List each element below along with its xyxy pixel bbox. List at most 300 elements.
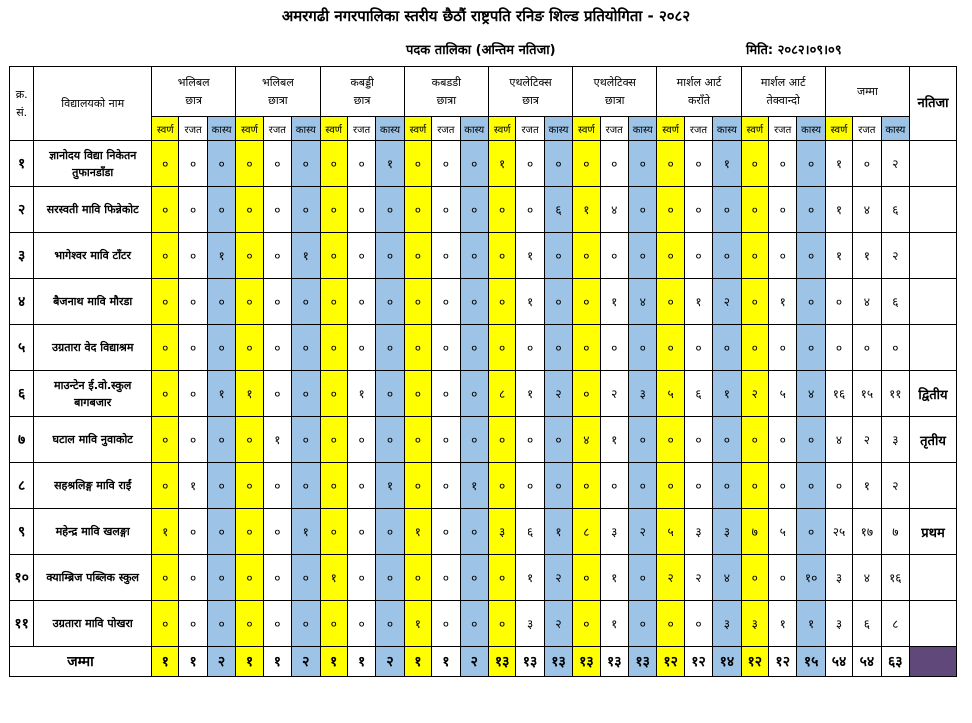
medal-count: १ bbox=[797, 601, 825, 647]
medal-count: ० bbox=[797, 463, 825, 509]
medal-count: ० bbox=[236, 325, 263, 371]
header-event bbox=[320, 67, 404, 117]
medal-count: ६ bbox=[544, 187, 572, 233]
row-total: १५ bbox=[853, 371, 881, 417]
column-total: १३ bbox=[628, 647, 656, 677]
medal-count: ० bbox=[573, 371, 600, 417]
result-cell bbox=[910, 601, 957, 647]
result-cell bbox=[910, 187, 957, 233]
medal-count: ० bbox=[347, 463, 375, 509]
event-line1: भलिबल bbox=[177, 75, 210, 89]
medal-count: ० bbox=[263, 279, 291, 325]
medal-count: ० bbox=[741, 555, 768, 601]
result-cell: द्वितीय bbox=[910, 371, 957, 417]
event-line1: मार्शल आर्ट bbox=[760, 75, 806, 89]
medal-count: ० bbox=[404, 279, 431, 325]
row-total: ११ bbox=[881, 371, 909, 417]
medal-count: ० bbox=[516, 187, 544, 233]
event-line1: एथलेटिक्स bbox=[593, 75, 636, 89]
medal-count: ० bbox=[460, 601, 488, 647]
medal-count: ० bbox=[657, 463, 684, 509]
medal-count: १ bbox=[179, 463, 207, 509]
serial-number: १० bbox=[10, 555, 34, 601]
medal-header: स्वर्ण bbox=[236, 117, 263, 141]
serial-number: ९ bbox=[10, 509, 34, 555]
column-total: २ bbox=[460, 647, 488, 677]
medal-count: ० bbox=[152, 233, 179, 279]
medal-count: ० bbox=[769, 463, 797, 509]
medal-count: ० bbox=[684, 233, 712, 279]
column-total: १३ bbox=[516, 647, 544, 677]
result-cell bbox=[910, 233, 957, 279]
medal-count: ३ bbox=[713, 601, 741, 647]
medal-count: ८ bbox=[573, 509, 600, 555]
medal-count: ० bbox=[152, 279, 179, 325]
table-row bbox=[10, 233, 957, 279]
medal-count: ५ bbox=[769, 509, 797, 555]
medal-count: ० bbox=[544, 233, 572, 279]
medal-header: कास्य bbox=[207, 117, 235, 141]
table-row bbox=[10, 279, 957, 325]
row-total: ० bbox=[881, 325, 909, 371]
medal-count: ० bbox=[179, 417, 207, 463]
result-cell bbox=[910, 325, 957, 371]
medal-count: १ bbox=[573, 187, 600, 233]
medal-count: ० bbox=[573, 325, 600, 371]
medal-count: ० bbox=[797, 417, 825, 463]
medal-count: २ bbox=[600, 371, 628, 417]
medal-count: ० bbox=[488, 279, 515, 325]
medal-count: ० bbox=[544, 417, 572, 463]
medal-header: कास्य bbox=[544, 117, 572, 141]
column-total: २ bbox=[207, 647, 235, 677]
medal-header: स्वर्ण bbox=[152, 117, 179, 141]
event-line2: तेक्वान्दो bbox=[766, 93, 800, 107]
medal-count: ० bbox=[628, 141, 656, 187]
row-total: २ bbox=[881, 463, 909, 509]
medal-count: ० bbox=[376, 233, 404, 279]
serial-number: ८ bbox=[10, 463, 34, 509]
event-line2: छात्रा bbox=[436, 93, 457, 107]
medal-count: ० bbox=[152, 141, 179, 187]
medal-count: १ bbox=[769, 279, 797, 325]
row-total: ० bbox=[853, 141, 881, 187]
column-total: १३ bbox=[573, 647, 600, 677]
medal-count: ० bbox=[769, 325, 797, 371]
medal-count: ० bbox=[516, 417, 544, 463]
medal-count: ० bbox=[684, 463, 712, 509]
medal-count: ० bbox=[292, 463, 320, 509]
result-total-cell bbox=[910, 647, 957, 677]
medal-count: ० bbox=[657, 417, 684, 463]
column-total: १ bbox=[404, 647, 431, 677]
row-total: ६ bbox=[881, 187, 909, 233]
medal-count: ० bbox=[460, 233, 488, 279]
medal-count: ० bbox=[460, 279, 488, 325]
medal-count: ० bbox=[769, 233, 797, 279]
row-total: ३ bbox=[881, 417, 909, 463]
medal-count: ० bbox=[207, 463, 235, 509]
medal-count: १ bbox=[516, 555, 544, 601]
event-line2: छात्रा bbox=[268, 93, 288, 107]
row-total: ० bbox=[825, 325, 852, 371]
column-total: २ bbox=[376, 647, 404, 677]
medal-count: ० bbox=[600, 325, 628, 371]
medal-count: ० bbox=[152, 601, 179, 647]
school-name: सरस्वती मावि फिन्नेकोट bbox=[34, 187, 152, 233]
medal-count: ० bbox=[460, 325, 488, 371]
medal-count: १ bbox=[600, 601, 628, 647]
medal-count: ० bbox=[320, 509, 347, 555]
medal-count: ० bbox=[657, 187, 684, 233]
row-total: ६ bbox=[881, 279, 909, 325]
medal-count: ० bbox=[320, 463, 347, 509]
medal-count: ० bbox=[152, 187, 179, 233]
medal-count: ० bbox=[516, 325, 544, 371]
table-row bbox=[10, 325, 957, 371]
row-total: १ bbox=[825, 233, 852, 279]
grand-total-value: ६३ bbox=[881, 647, 909, 677]
school-name: उग्रतारा वेद विद्याश्रम bbox=[34, 325, 152, 371]
medal-count: ० bbox=[573, 555, 600, 601]
medal-count: ० bbox=[263, 187, 291, 233]
row-total: ३ bbox=[825, 601, 852, 647]
medal-count: ० bbox=[292, 187, 320, 233]
header-result: नतिजा bbox=[910, 67, 957, 141]
medal-count: ० bbox=[263, 325, 291, 371]
medal-count: ० bbox=[713, 325, 741, 371]
medal-count: ० bbox=[404, 233, 431, 279]
medal-count: ० bbox=[460, 371, 488, 417]
medal-count: १ bbox=[236, 371, 263, 417]
medal-header: रजत bbox=[347, 117, 375, 141]
medal-count: ० bbox=[741, 187, 768, 233]
medal-count: ० bbox=[320, 279, 347, 325]
school-name: बैजनाथ मावि मौरडा bbox=[34, 279, 152, 325]
school-name: भागेश्वर मावि टाँटर bbox=[34, 233, 152, 279]
medal-count: ० bbox=[207, 325, 235, 371]
medal-count: ० bbox=[292, 325, 320, 371]
medal-count: ० bbox=[263, 463, 291, 509]
table-row bbox=[10, 417, 957, 463]
medal-count: ० bbox=[488, 417, 515, 463]
column-total: १ bbox=[236, 647, 263, 677]
medal-count: ० bbox=[741, 325, 768, 371]
medal-count: १ bbox=[516, 279, 544, 325]
medal-count: १ bbox=[544, 509, 572, 555]
medal-count: ६ bbox=[516, 509, 544, 555]
header-row-medals bbox=[10, 117, 957, 141]
medal-count: ० bbox=[628, 555, 656, 601]
medal-count: ० bbox=[460, 509, 488, 555]
serial-number: १ bbox=[10, 141, 34, 187]
header-row-events bbox=[10, 67, 957, 117]
medal-count: ० bbox=[236, 141, 263, 187]
medal-count: ० bbox=[207, 187, 235, 233]
medal-count: ० bbox=[179, 325, 207, 371]
column-total: १ bbox=[263, 647, 291, 677]
medal-count: ० bbox=[684, 417, 712, 463]
medal-count: ० bbox=[713, 233, 741, 279]
row-total: ८ bbox=[881, 601, 909, 647]
medal-count: ० bbox=[741, 233, 768, 279]
medal-header: रजत bbox=[600, 117, 628, 141]
date-label: मिति: २०८२।०९।०९ bbox=[746, 43, 842, 58]
medal-header: रजत bbox=[263, 117, 291, 141]
medal-count: ० bbox=[347, 325, 375, 371]
column-total: १२ bbox=[684, 647, 712, 677]
row-total: १ bbox=[825, 187, 852, 233]
medal-count: १० bbox=[797, 555, 825, 601]
medal-count: ० bbox=[376, 325, 404, 371]
medal-count: ० bbox=[628, 187, 656, 233]
medal-count: ० bbox=[713, 417, 741, 463]
table-subtitle: पदक तालिका (अन्तिम नतिजा) bbox=[406, 43, 556, 58]
medal-count: ५ bbox=[657, 509, 684, 555]
medal-count: ० bbox=[628, 233, 656, 279]
medal-header: रजत bbox=[516, 117, 544, 141]
medal-header: स्वर्ण bbox=[657, 117, 684, 141]
row-total: ७ bbox=[881, 509, 909, 555]
medal-count: ० bbox=[376, 279, 404, 325]
medal-count: १ bbox=[404, 601, 431, 647]
medal-count: ० bbox=[741, 463, 768, 509]
medal-count: ० bbox=[320, 325, 347, 371]
medal-count: १ bbox=[684, 279, 712, 325]
column-total: १५ bbox=[797, 647, 825, 677]
medal-count: ० bbox=[347, 233, 375, 279]
medal-header: कास्य bbox=[881, 117, 909, 141]
medal-count: ० bbox=[573, 279, 600, 325]
medal-count: ० bbox=[263, 141, 291, 187]
medal-count: ० bbox=[516, 141, 544, 187]
school-name: सहश्रलिङ्ग मावि राईं bbox=[34, 463, 152, 509]
medal-count: ० bbox=[404, 555, 431, 601]
medal-count: ० bbox=[573, 463, 600, 509]
medal-count: ० bbox=[320, 601, 347, 647]
medal-count: २ bbox=[684, 555, 712, 601]
medal-count: ० bbox=[600, 141, 628, 187]
medal-count: २ bbox=[657, 555, 684, 601]
column-total: १ bbox=[320, 647, 347, 677]
medal-header: स्वर्ण bbox=[404, 117, 431, 141]
row-total: २५ bbox=[825, 509, 852, 555]
row-total: ३ bbox=[825, 555, 852, 601]
medal-count: ० bbox=[432, 233, 460, 279]
medal-count: ० bbox=[236, 509, 263, 555]
serial-number: ११ bbox=[10, 601, 34, 647]
medal-count: १ bbox=[516, 233, 544, 279]
medal-header: कास्य bbox=[713, 117, 741, 141]
medal-count: ० bbox=[684, 187, 712, 233]
medal-count: ० bbox=[347, 601, 375, 647]
medal-count: ० bbox=[432, 371, 460, 417]
table-row bbox=[10, 463, 957, 509]
medal-count: ० bbox=[544, 325, 572, 371]
medal-count: ० bbox=[236, 187, 263, 233]
medal-count: १ bbox=[376, 141, 404, 187]
medal-count: ० bbox=[207, 555, 235, 601]
medal-count: ० bbox=[320, 141, 347, 187]
medal-count: ० bbox=[347, 555, 375, 601]
medal-count: १ bbox=[600, 417, 628, 463]
medal-count: ० bbox=[769, 555, 797, 601]
medal-count: ० bbox=[657, 141, 684, 187]
column-total: १३ bbox=[544, 647, 572, 677]
medal-count: १ bbox=[713, 141, 741, 187]
serial-number: ४ bbox=[10, 279, 34, 325]
row-total: १ bbox=[825, 141, 852, 187]
medal-count: ० bbox=[320, 417, 347, 463]
header-total-label: जम्मा bbox=[856, 84, 878, 98]
header-event bbox=[488, 67, 572, 117]
table-row bbox=[10, 509, 957, 555]
serial-number: ६ bbox=[10, 371, 34, 417]
medal-header: स्वर्ण bbox=[825, 117, 852, 141]
medal-count: ० bbox=[657, 233, 684, 279]
row-total: ० bbox=[825, 279, 852, 325]
medal-count: ० bbox=[179, 555, 207, 601]
medal-count: ० bbox=[432, 463, 460, 509]
medal-count: ० bbox=[347, 187, 375, 233]
school-name: महेन्द्र मावि खलङ्गा bbox=[34, 509, 152, 555]
event-line2: छात्र bbox=[185, 93, 202, 107]
medal-count: ० bbox=[628, 601, 656, 647]
medal-header: कास्य bbox=[628, 117, 656, 141]
medal-count: ० bbox=[263, 601, 291, 647]
medal-header: रजत bbox=[432, 117, 460, 141]
medal-count: ० bbox=[628, 417, 656, 463]
medal-count: ० bbox=[657, 325, 684, 371]
medal-count: ० bbox=[432, 555, 460, 601]
medal-count: ३ bbox=[488, 509, 515, 555]
school-name: माउन्टेन ई.वो.स्कुल बागबजार bbox=[34, 371, 152, 417]
row-total: ४ bbox=[853, 279, 881, 325]
medal-header: स्वर्ण bbox=[320, 117, 347, 141]
medal-count: ० bbox=[657, 601, 684, 647]
medal-count: ० bbox=[488, 233, 515, 279]
medal-count: ० bbox=[684, 601, 712, 647]
medal-header: कास्य bbox=[797, 117, 825, 141]
medal-count: ४ bbox=[797, 371, 825, 417]
medal-count: ० bbox=[376, 555, 404, 601]
medal-count: ० bbox=[797, 187, 825, 233]
medal-count: १ bbox=[600, 279, 628, 325]
column-total: १ bbox=[432, 647, 460, 677]
medal-count: ० bbox=[488, 187, 515, 233]
header-event bbox=[152, 67, 236, 117]
result-cell: प्रथम bbox=[910, 509, 957, 555]
medal-count: ० bbox=[179, 509, 207, 555]
medal-count: ० bbox=[404, 141, 431, 187]
medal-count: ० bbox=[432, 279, 460, 325]
medal-count: ४ bbox=[573, 417, 600, 463]
medal-count: १ bbox=[292, 509, 320, 555]
medal-count: ७ bbox=[741, 509, 768, 555]
row-total: ० bbox=[825, 463, 852, 509]
column-total: १२ bbox=[657, 647, 684, 677]
medal-count: ० bbox=[741, 279, 768, 325]
medal-count: ० bbox=[236, 555, 263, 601]
medal-count: १ bbox=[263, 417, 291, 463]
medal-count: ० bbox=[179, 141, 207, 187]
medal-count: २ bbox=[628, 509, 656, 555]
medal-count: ० bbox=[376, 601, 404, 647]
medal-header: रजत bbox=[684, 117, 712, 141]
medal-count: ० bbox=[657, 279, 684, 325]
medal-count: ० bbox=[207, 141, 235, 187]
medal-count: ० bbox=[516, 463, 544, 509]
medal-count: १ bbox=[769, 601, 797, 647]
medal-count: ३ bbox=[600, 509, 628, 555]
medal-count: ० bbox=[292, 371, 320, 417]
medal-count: ० bbox=[320, 233, 347, 279]
medal-count: ६ bbox=[684, 371, 712, 417]
medal-count: ० bbox=[432, 187, 460, 233]
medal-count: ० bbox=[628, 325, 656, 371]
table-row bbox=[10, 601, 957, 647]
row-total: ६ bbox=[853, 601, 881, 647]
medal-header: कास्य bbox=[460, 117, 488, 141]
column-total: १४ bbox=[713, 647, 741, 677]
header-event bbox=[573, 67, 657, 117]
row-total: ० bbox=[853, 325, 881, 371]
medal-count: ० bbox=[460, 555, 488, 601]
medal-count: ० bbox=[347, 417, 375, 463]
medal-count: ० bbox=[573, 141, 600, 187]
medal-count: ० bbox=[376, 187, 404, 233]
medal-count: ० bbox=[460, 187, 488, 233]
medal-count: ० bbox=[236, 417, 263, 463]
medal-count: ० bbox=[488, 325, 515, 371]
row-total: १६ bbox=[825, 371, 852, 417]
header-event bbox=[404, 67, 488, 117]
medal-count: ० bbox=[432, 601, 460, 647]
medal-count: १ bbox=[713, 371, 741, 417]
row-total: १ bbox=[853, 233, 881, 279]
medal-count: ४ bbox=[628, 279, 656, 325]
medal-count: ० bbox=[207, 509, 235, 555]
medal-count: ० bbox=[292, 141, 320, 187]
medal-count: ० bbox=[713, 463, 741, 509]
row-total: २ bbox=[853, 417, 881, 463]
medal-count: ० bbox=[292, 279, 320, 325]
table-row bbox=[10, 187, 957, 233]
medal-count: ५ bbox=[769, 371, 797, 417]
row-total: २ bbox=[881, 233, 909, 279]
event-line2: छात्र bbox=[522, 93, 539, 107]
medal-header: स्वर्ण bbox=[488, 117, 515, 141]
medal-count: ० bbox=[684, 141, 712, 187]
medal-count: ० bbox=[600, 463, 628, 509]
header-event bbox=[657, 67, 741, 117]
medal-count: ४ bbox=[713, 555, 741, 601]
medal-count: ० bbox=[236, 233, 263, 279]
medal-header: स्वर्ण bbox=[741, 117, 768, 141]
row-total: १६ bbox=[881, 555, 909, 601]
medal-count: ० bbox=[713, 187, 741, 233]
medal-count: २ bbox=[544, 371, 572, 417]
medal-count: ० bbox=[179, 601, 207, 647]
serial-number: ७ bbox=[10, 417, 34, 463]
medal-count: १ bbox=[488, 141, 515, 187]
event-line1: कबडडी bbox=[431, 75, 462, 89]
medal-count: २ bbox=[713, 279, 741, 325]
medal-count: ० bbox=[544, 141, 572, 187]
column-total: १२ bbox=[769, 647, 797, 677]
medal-count: १ bbox=[516, 371, 544, 417]
medal-count: ३ bbox=[741, 601, 768, 647]
